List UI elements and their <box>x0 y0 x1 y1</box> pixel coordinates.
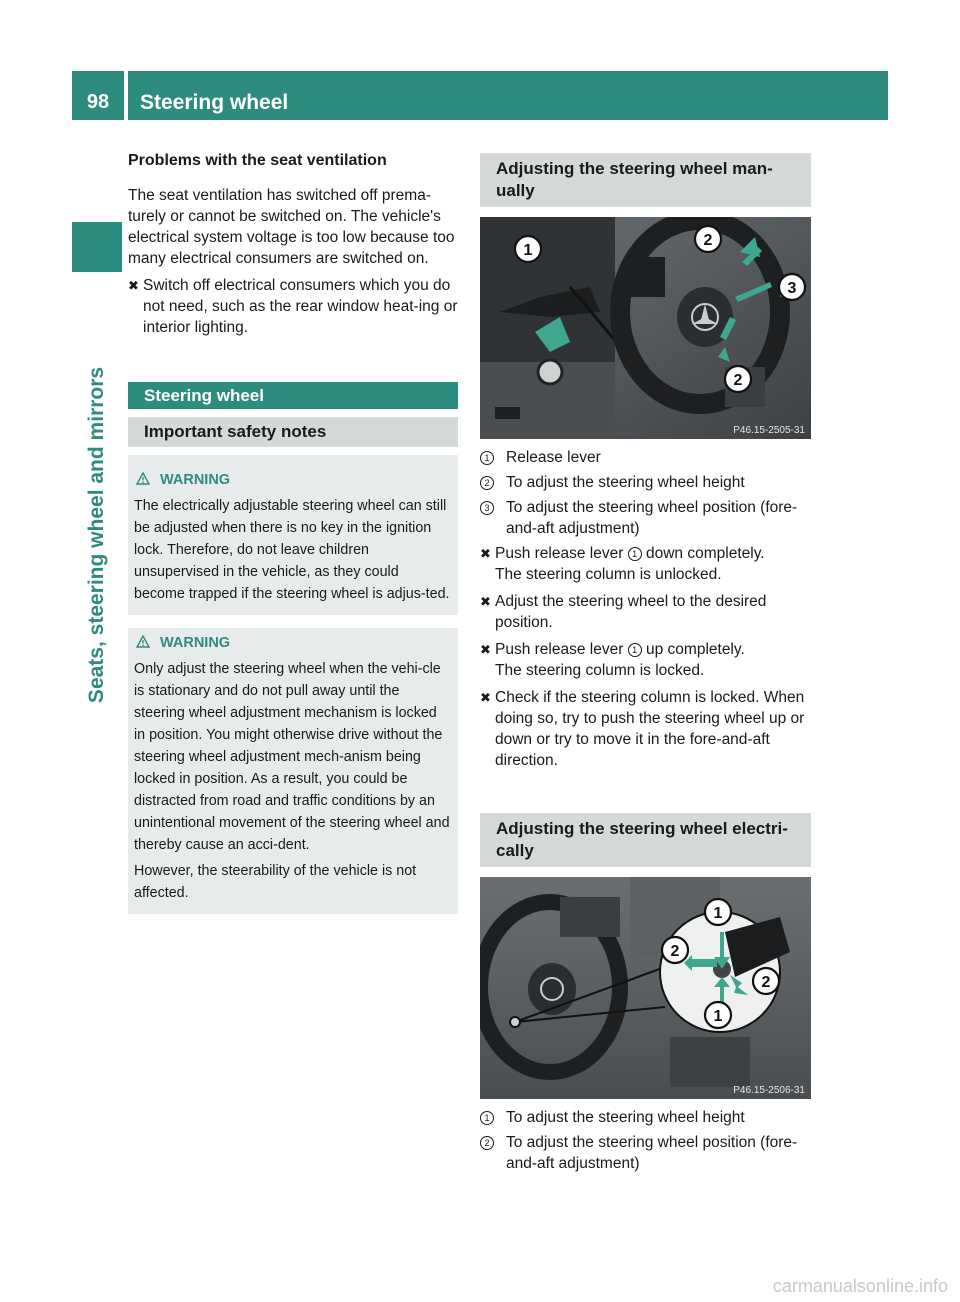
callout-2-icon <box>695 226 721 252</box>
warning-box <box>128 628 458 914</box>
legend-number: 2 <box>480 1136 494 1150</box>
legend-list <box>480 447 811 539</box>
action-arrow-icon: ✖ <box>480 546 491 561</box>
callout-2b-icon <box>725 366 751 392</box>
warning-triangle-icon <box>136 635 150 648</box>
figure-code: P46.15-2505-31 <box>733 425 805 436</box>
warning-header <box>134 469 450 491</box>
legend-number: 1 <box>480 451 494 465</box>
watermark: carmanualsonline.info <box>772 1276 948 1296</box>
subsection-banner: Adjusting the steering wheel man-ually <box>480 153 811 207</box>
page-number: 98 <box>72 71 124 120</box>
warning-text: The electrically adjustable steering wheel can still be adjusted when there is no key in the ignition lock. Therefore, do not leave children unsupervised in the vehicle, as they could become trapped if the steering wheel is adjus-ted. <box>134 498 450 602</box>
callout-2b-icon <box>753 968 779 994</box>
action-arrow-icon: ✖ <box>128 278 139 293</box>
callout-1b-icon <box>705 1002 731 1028</box>
result-text: The steering column is unlocked. <box>495 566 722 583</box>
svg-text:1: 1 <box>713 1008 723 1025</box>
seat-ventilation-heading: Problems with the seat ventilation <box>128 152 387 169</box>
action-step: ✖ Push release lever 1 down completely. The steering column is unlocked. <box>480 545 765 583</box>
svg-text:1: 1 <box>523 242 533 259</box>
seat-ventilation-text: The seat ventilation has switched off prema-turely or cannot be switched on. The vehicle's electrical system voltage is too low because too many electrical consumers are switched on. <box>128 187 455 267</box>
action-arrow-icon: ✖ <box>480 594 491 609</box>
warning-header <box>134 632 450 654</box>
callout-1-icon <box>705 899 731 925</box>
legend-item: 2 To adjust the steering wheel position (fore-and-aft adjustment) <box>480 1132 811 1174</box>
electric-adjust-figure <box>480 877 811 1099</box>
section-banner: Steering wheel <box>128 382 458 409</box>
svg-text:2: 2 <box>670 943 680 960</box>
action-step <box>128 275 458 338</box>
warning-box <box>128 455 458 615</box>
legend-list <box>480 1107 811 1174</box>
figure-code: P46.15-2506-31 <box>733 1085 805 1096</box>
callout-2-icon <box>662 937 688 963</box>
callout-1-icon <box>515 236 541 262</box>
reference-number: 1 <box>628 547 642 561</box>
page-title: Steering wheel <box>128 71 888 120</box>
chapter-title: Seats, steering wheel and mirrors <box>85 366 108 704</box>
legend-number: 1 <box>480 1111 494 1125</box>
warning-label: WARNING <box>160 635 231 651</box>
chapter-tab <box>72 300 122 770</box>
action-arrow-icon: ✖ <box>480 690 491 705</box>
manual-adjust-figure <box>480 217 811 439</box>
result-text: The steering column is locked. <box>495 662 705 679</box>
warning-text-note: However, the steerability of the vehicle is not affected. <box>134 863 417 901</box>
svg-text:1: 1 <box>713 905 723 922</box>
right-column <box>480 153 811 1178</box>
chapter-tab-marker <box>72 222 122 272</box>
legend-item: 1 Release lever <box>480 447 811 468</box>
left-column <box>128 150 458 914</box>
warning-label: WARNING <box>160 472 231 488</box>
action-step: ✖ Adjust the steering wheel to the desired position. <box>480 593 767 631</box>
legend-number: 2 <box>480 476 494 490</box>
svg-text:3: 3 <box>787 280 797 297</box>
callout-3-icon <box>779 274 805 300</box>
legend-number: 3 <box>480 501 494 515</box>
legend-item: 2 To adjust the steering wheel height <box>480 472 811 493</box>
action-step: ✖ Check if the steering column is locked. When doing so, try to push the steering wheel up or down or try to move it in the fore-and-aft direction. <box>480 689 805 769</box>
action-arrow-icon: ✖ <box>480 642 491 657</box>
legend-item: 3 To adjust the steering wheel position (fore-and-aft adjustment) <box>480 497 811 539</box>
legend-item: 1 To adjust the steering wheel height <box>480 1107 811 1128</box>
svg-text:2: 2 <box>703 232 713 249</box>
reference-number: 1 <box>628 643 642 657</box>
subsection-banner: Important safety notes <box>128 417 458 447</box>
svg-text:2: 2 <box>761 974 771 991</box>
subsection-banner: Adjusting the steering wheel electri-cally <box>480 813 811 867</box>
action-step: ✖ Push release lever 1 up completely. The steering column is locked. <box>480 641 745 679</box>
action-text: Switch off electrical consumers which you do not need, such as the rear window heat-ing or interior lighting. <box>143 277 458 336</box>
svg-text:2: 2 <box>733 372 743 389</box>
warning-text: Only adjust the steering wheel when the vehi-cle is stationary and do not pull away until the steering wheel adjustment mechanism is locked in position. You might otherwise drive without the steering wheel adjustment mech-anism being locked in position. As a result, you could be distracted from road and traffic conditions by an unintentional movement of the steering wheel and thereby cause an acci-dent. <box>134 661 450 853</box>
warning-triangle-icon <box>136 472 150 485</box>
page-header <box>72 71 888 120</box>
